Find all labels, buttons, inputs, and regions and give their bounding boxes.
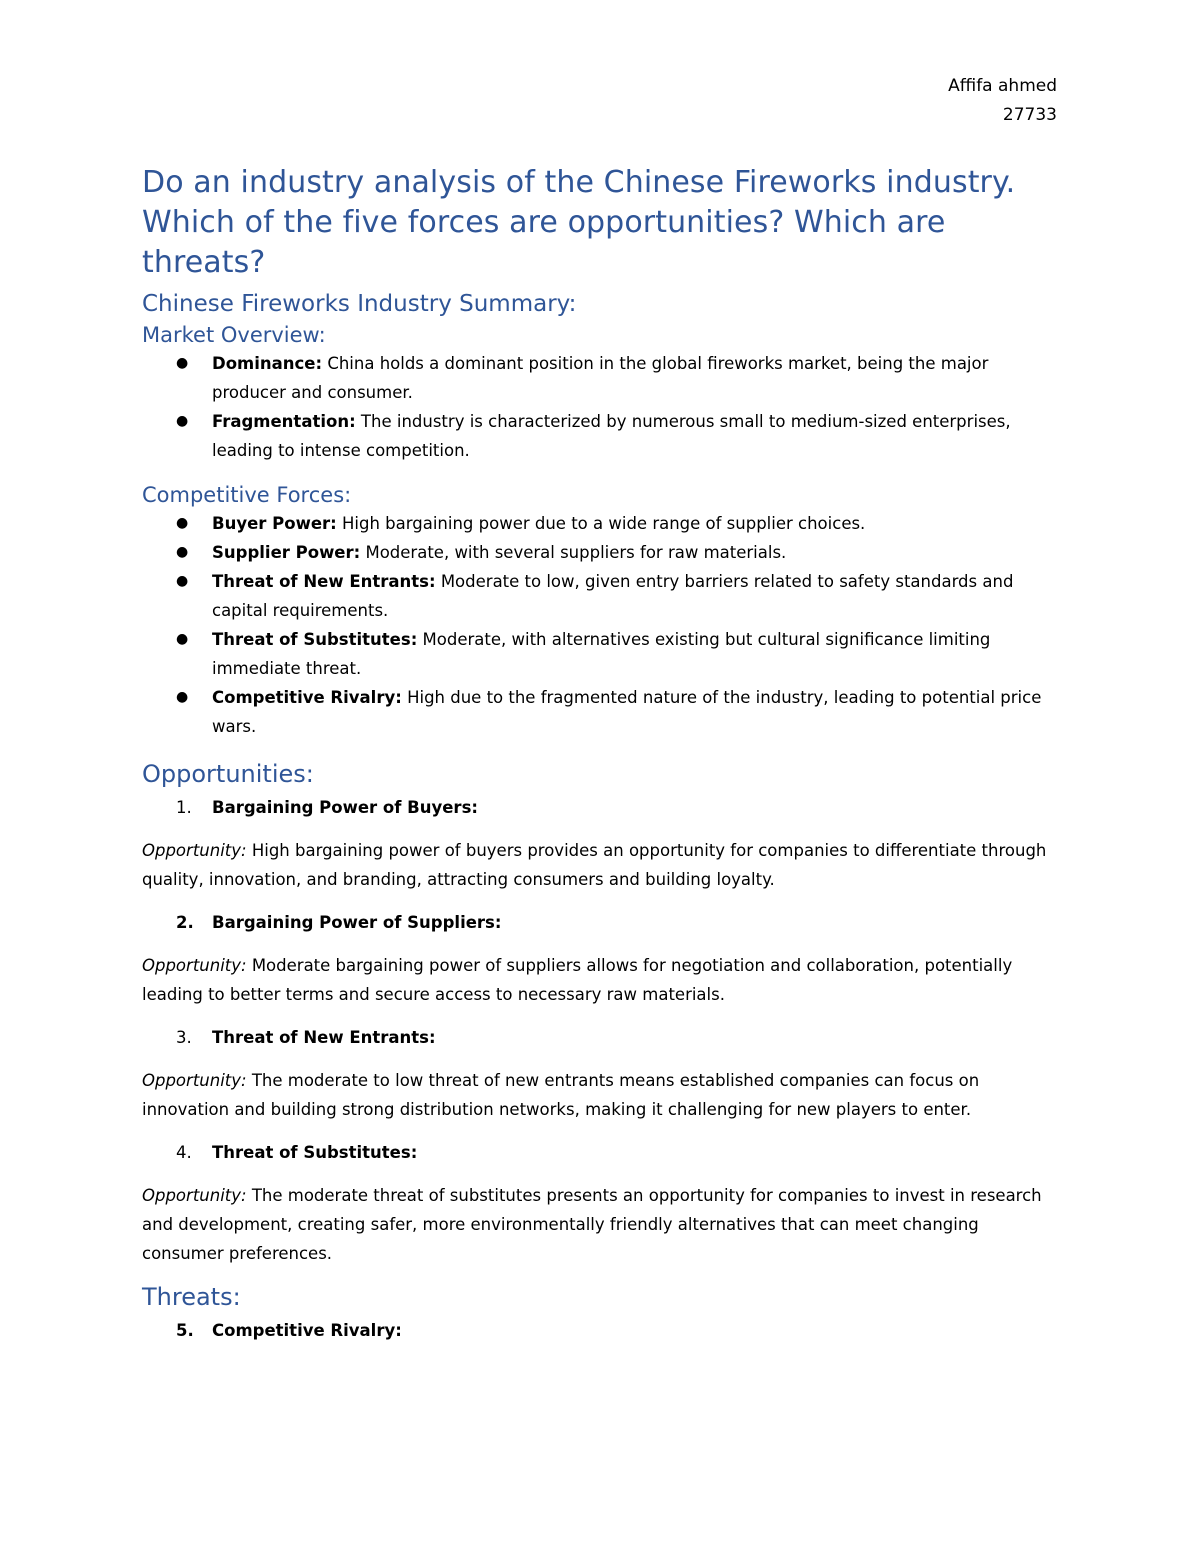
numbered-item [142, 1316, 1052, 1345]
item-term: Threat of Substitutes: [212, 630, 418, 649]
item-text: Moderate, with alternatives existing but cultural significance limiting immediate threat. [212, 630, 991, 678]
list-item [142, 683, 1052, 741]
market-overview-list [142, 349, 1052, 465]
opportunity-text: The moderate threat of substitutes presents an opportunity for companies to invest in research and development, creating safer, more environmentally friendly alternatives that can meet changing consumer preferences. [142, 1186, 1042, 1263]
numbered-item [142, 1023, 1052, 1052]
bullet-icon: ● [176, 689, 189, 705]
item-text: High due to the fragmented nature of the industry, leading to potential price wars. [212, 688, 1042, 736]
bullet-icon: ● [176, 544, 189, 560]
student-id: 27733 [1002, 105, 1057, 125]
opportunity-paragraph [142, 1181, 1052, 1268]
item-term: Competitive Rivalry: [212, 688, 402, 707]
list-item [142, 349, 1052, 407]
item-title: Threat of Substitutes: [212, 1143, 418, 1162]
opportunity-paragraph [142, 836, 1052, 894]
competitive-forces-heading: Competitive Forces: [142, 483, 352, 507]
list-item [142, 407, 1052, 465]
item-title: Bargaining Power of Suppliers: [212, 913, 502, 932]
item-number: 2. [176, 913, 194, 932]
threats-heading: Threats: [142, 1283, 241, 1311]
numbered-item [142, 1138, 1052, 1167]
list-item [142, 567, 1052, 625]
document-body [142, 163, 1052, 1345]
opportunity-text: Moderate bargaining power of suppliers allows for negotiation and collaboration, potentially leading to better terms and secure access to necessary raw materials. [142, 956, 1013, 1004]
item-number: 1. [176, 798, 192, 817]
bullet-icon: ● [176, 413, 189, 429]
competitive-forces-list [142, 509, 1052, 741]
opportunity-paragraph [142, 1066, 1052, 1124]
opportunity-label: Opportunity: [142, 1071, 247, 1090]
bullet-icon: ● [176, 573, 189, 589]
item-text: The industry is characterized by numerous small to medium-sized enterprises, leading to intense competition. [212, 412, 1011, 460]
item-title: Competitive Rivalry: [212, 1321, 402, 1340]
opportunity-text: The moderate to low threat of new entrants means established companies can focus on innovation and building strong distribution networks, making it challenging for new players to enter. [142, 1071, 980, 1119]
bullet-icon: ● [176, 515, 189, 531]
list-item [142, 538, 1052, 567]
item-term: Dominance: [212, 354, 323, 373]
item-title: Bargaining Power of Buyers: [212, 798, 478, 817]
bullet-icon: ● [176, 355, 189, 371]
opportunities-heading: Opportunities: [142, 760, 314, 788]
item-term: Buyer Power: [212, 514, 337, 533]
item-term: Threat of New Entrants: [212, 572, 436, 591]
item-number: 5. [176, 1321, 194, 1340]
bullet-icon: ● [176, 631, 189, 647]
item-text: China holds a dominant position in the global fireworks market, being the major producer and consumer. [212, 354, 989, 402]
numbered-item [142, 908, 1052, 937]
document-header [948, 72, 1057, 130]
item-number: 4. [176, 1143, 192, 1162]
opportunity-label: Opportunity: [142, 1186, 247, 1205]
numbered-item [142, 793, 1052, 822]
item-text: High bargaining power due to a wide range of supplier choices. [336, 514, 866, 533]
opportunity-paragraph [142, 951, 1052, 1009]
summary-heading: Chinese Fireworks Industry Summary: [142, 291, 577, 317]
market-overview-heading: Market Overview: [142, 323, 326, 347]
item-title: Threat of New Entrants: [212, 1028, 436, 1047]
opportunity-label: Opportunity: [142, 841, 247, 860]
item-text: Moderate to low, given entry barriers related to safety standards and capital requirements. [212, 572, 1014, 620]
item-text: Moderate, with several suppliers for raw materials. [360, 543, 787, 562]
opportunity-text: High bargaining power of buyers provides an opportunity for companies to differentiate through quality, innovation, and branding, attracting consumers and building loyalty. [142, 841, 1047, 889]
opportunity-label: Opportunity: [142, 956, 247, 975]
list-item [142, 509, 1052, 538]
item-term: Supplier Power: [212, 543, 361, 562]
document-title: Do an industry analysis of the Chinese Fireworks industry. Which of the five forces are opportunities? Which are threats? [142, 165, 1016, 280]
list-item [142, 625, 1052, 683]
item-number: 3. [176, 1028, 192, 1047]
item-term: Fragmentation: [212, 412, 356, 431]
author-name: Affifa ahmed [948, 76, 1057, 96]
